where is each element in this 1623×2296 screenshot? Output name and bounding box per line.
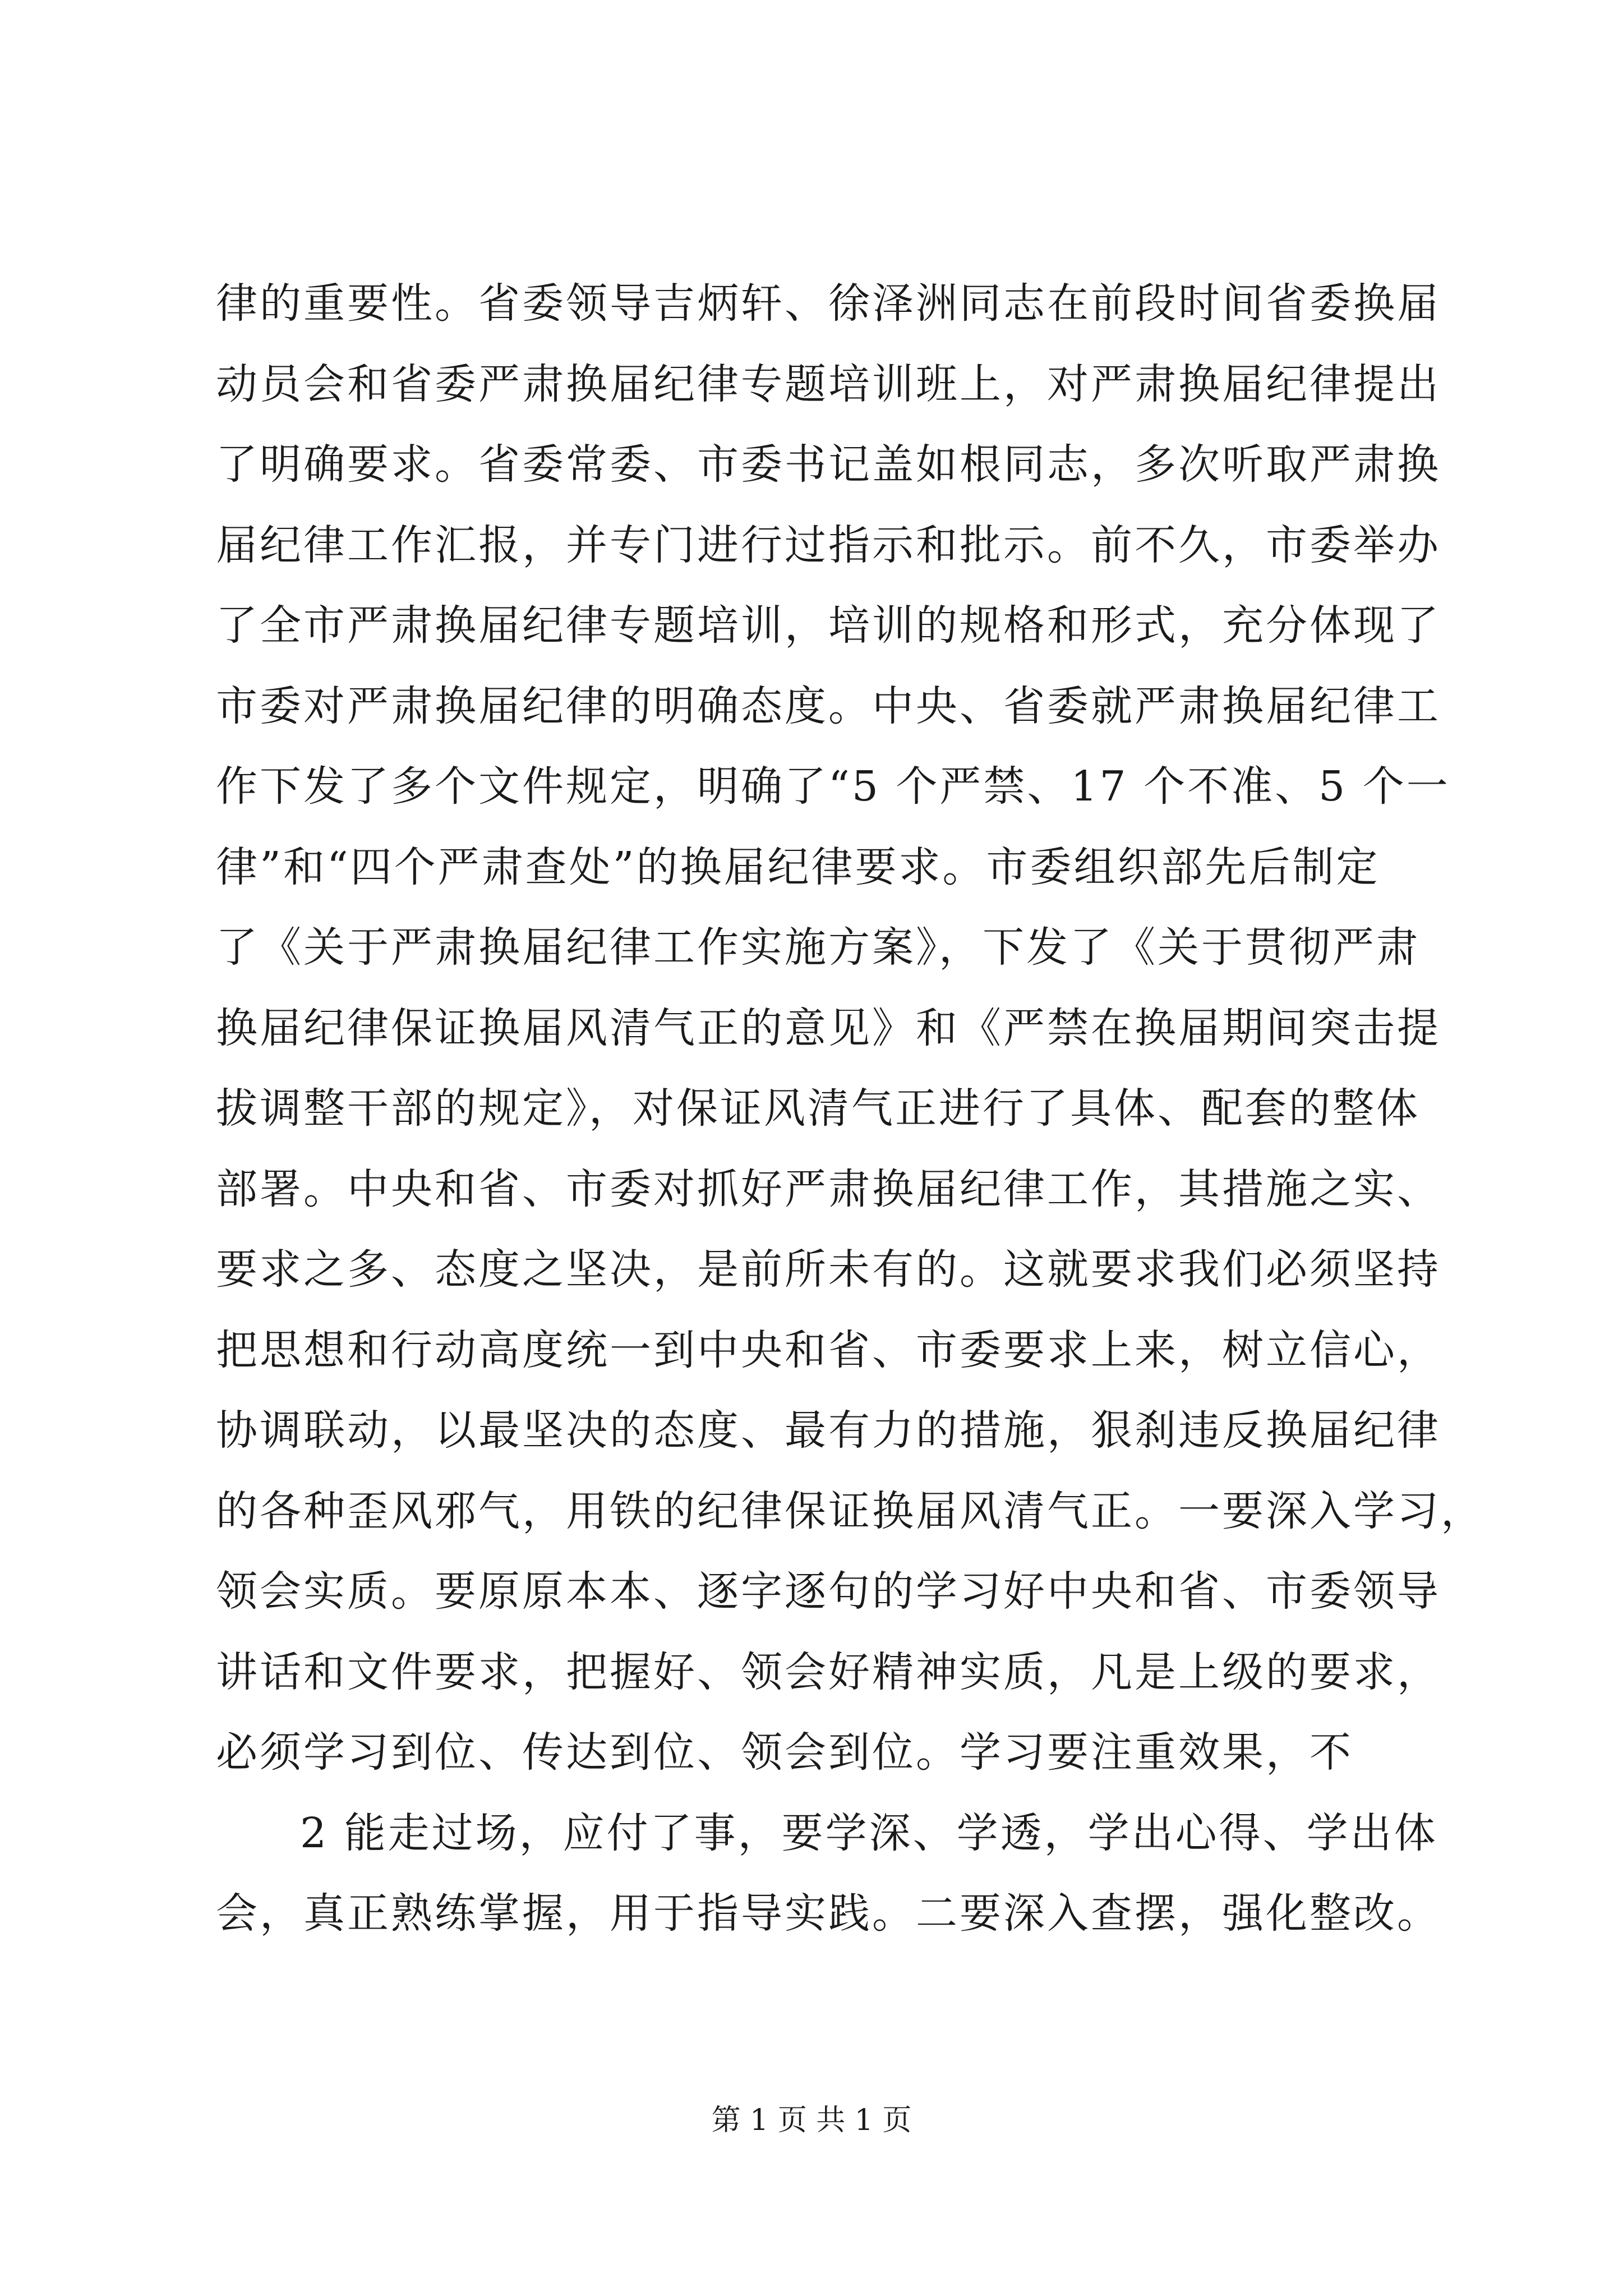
text-line: 讲话和文件要求，把握好、领会好精神实质，凡是上级的要求， [216, 1648, 1441, 1696]
paragraph [216, 264, 1484, 1793]
text-line: 了全市严肃换届纪律专题培训，培训的规格和形式，充分体现了 [216, 601, 1441, 650]
text-line: 把思想和行动高度统一到中央和省、市委要求上来，树立信心， [216, 1326, 1441, 1374]
text-line: 动员会和省委严肃换届纪律专题培训班上，对严肃换届纪律提出 [216, 360, 1441, 408]
text-line: 换届纪律保证换届风清气正的意见》和《严禁在换届期间突击提 [216, 1004, 1441, 1052]
page-footer: 第 1 页 共 1 页 [711, 2104, 912, 2137]
text-line: 市委对严肃换届纪律的明确态度。中央、省委就严肃换届纪律工 [216, 682, 1441, 730]
text-line: 的各种歪风邪气，用铁的纪律保证换届风清气正。一要深入学习， [216, 1487, 1484, 1535]
text-line: 届纪律工作汇报，并专门进行过指示和批示。前不久，市委举办 [216, 521, 1441, 569]
text-line: 律”和“四个严肃查处”的换届纪律要求。市委组织部先后制定 [216, 843, 1380, 891]
text-line: 了明确要求。省委常委、市委书记盖如根同志，多次听取严肃换 [216, 440, 1441, 489]
text-line: 领会实质。要原原本本、逐字逐句的学习好中央和省、市委领导 [216, 1567, 1441, 1616]
text-line: 要求之多、态度之坚决，是前所未有的。这就要求我们必须坚持 [216, 1245, 1441, 1294]
text-line: 必须学习到位、传达到位、领会到位。学习要注重效果，不 [216, 1728, 1353, 1777]
paragraph [216, 1793, 1441, 1954]
text-line: 作下发了多个文件规定，明确了“5 个严禁、17 个不准、5 个一 [216, 762, 1450, 811]
text-line: 拔调整干部的规定》，对保证风清气正进行了具体、配套的整体 [216, 1084, 1420, 1133]
document-body [216, 264, 1484, 1954]
text-line: 律的重要性。省委领导吉炳轩、徐泽洲同志在前段时间省委换届 [216, 279, 1441, 328]
text-line: 部署。中央和省、市委对抓好严肃换届纪律工作，其措施之实、 [216, 1165, 1441, 1213]
text-line: 会，真正熟练掌握，用于指导实践。二要深入查摆，强化整改。 [216, 1889, 1441, 1938]
text-line: 了《关于严肃换届纪律工作实施方案》，下发了《关于贯彻严肃 [216, 923, 1420, 972]
text-line: 协调联动，以最坚决的态度、最有力的措施，狠刹违反换届纪律 [216, 1406, 1441, 1455]
text-line: 2 能走过场，应付了事，要学深、学透，学出心得、学出体 [300, 1809, 1438, 1857]
